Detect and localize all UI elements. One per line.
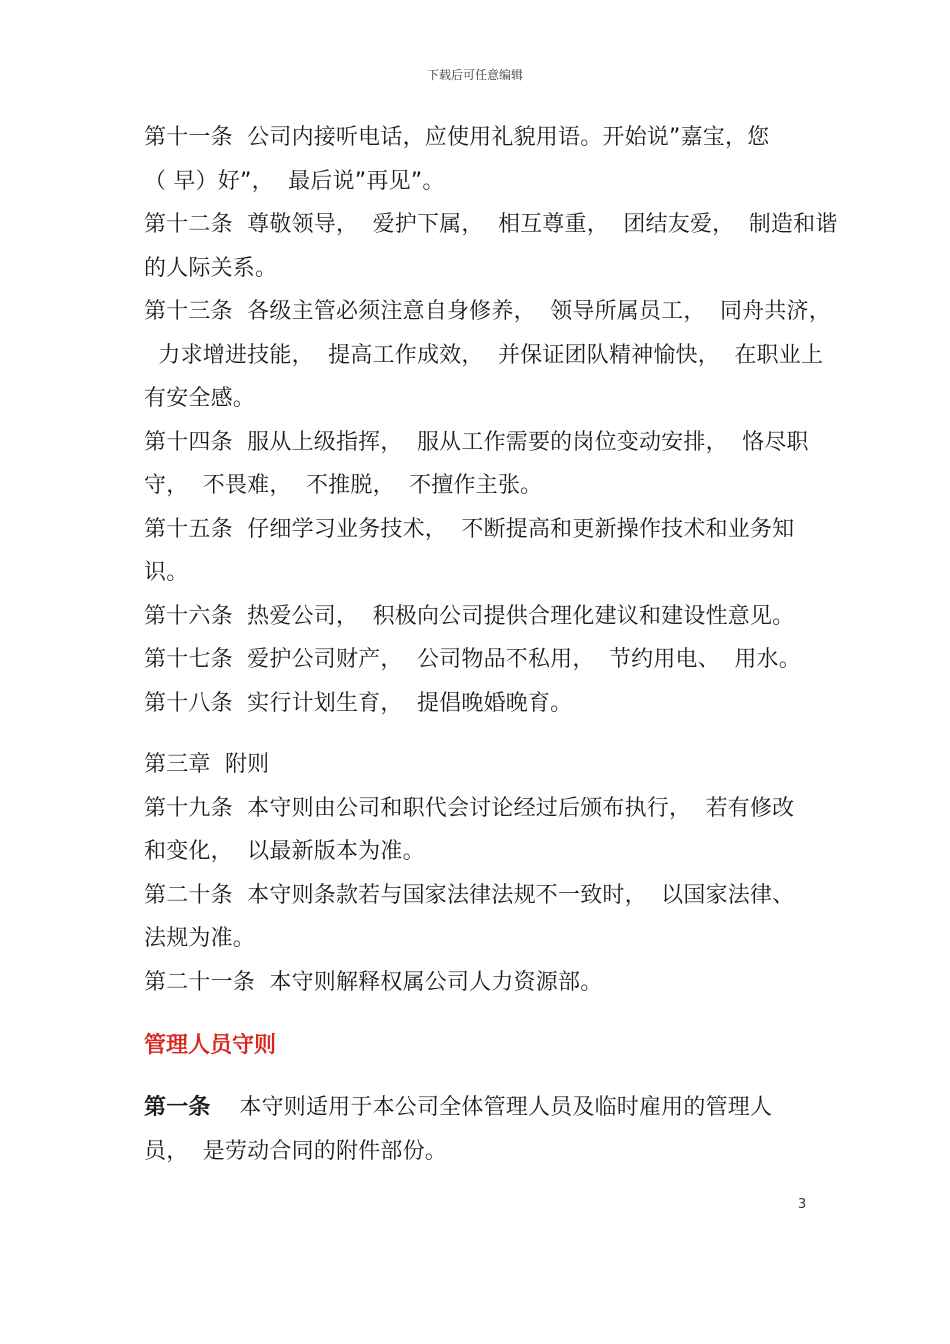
text-line: （ 早）好”， 最后说”再见”。 <box>144 168 445 194</box>
text-line: 第十六条 热爱公司， 积极向公司提供合理化建议和建设性意见。 <box>144 603 795 629</box>
article-lead: 第一条 <box>144 1095 211 1120</box>
text-line: 第十二条 尊敬领导， 爱护下属， 相互尊重， 团结友爱， 制造和谐 <box>144 212 838 237</box>
text-line: 第二十条 本守则条款若与国家法律法规不一致时， 以国家法律、 <box>144 882 795 908</box>
text-line: 的人际关系。 <box>144 255 278 281</box>
text-line: 守， 不畏难， 不推脱， 不擅作主张。 <box>144 473 543 498</box>
text-line: 法规为准。 <box>144 926 256 951</box>
page-header: 下载后可任意编辑 <box>426 68 523 82</box>
article-first <box>144 1086 814 1173</box>
page-number: 3 <box>798 1197 807 1212</box>
text-line: 第十八条 实行计划生育， 提倡晚婚晚育。 <box>144 690 573 716</box>
text-line: 员， 是劳动合同的附件部份。 <box>144 1138 447 1164</box>
text-line: 第十一条 公司内接听电话，应使用礼貌用语。开始说”嘉宝，您 <box>144 125 770 150</box>
chapter-heading: 第三章 附则 <box>144 752 270 777</box>
text-line: 和变化， 以最新版本为准。 <box>144 839 425 864</box>
section-title: 管理人员守则 <box>144 1033 277 1058</box>
text-line <box>144 1086 814 1130</box>
text-line: 第十三条 各级主管必须注意自身修养， 领导所属员工， 同舟共济， <box>144 299 831 324</box>
text-line: 力求增进技能， 提高工作成效， 并保证团队精神愉快， 在职业上 <box>144 342 824 368</box>
spacer <box>144 1068 814 1086</box>
spacer <box>144 725 814 743</box>
text-line: 第十四条 服从上级指挥， 服从工作需要的岗位变动安排， 恪尽职 <box>144 429 809 455</box>
text-line: 第十九条 本守则由公司和职代会讨论经过后颁布执行， 若有修改 <box>144 795 795 821</box>
text-line: 第十五条 仔细学习业务技术， 不断提高和更新操作技术和业务知 <box>144 516 795 542</box>
articles-block-2 <box>144 743 814 1004</box>
text-line: 第二十一条 本守则解释权属公司人力资源部。 <box>144 969 603 995</box>
text-line: 有安全感。 <box>144 386 256 411</box>
document-body <box>144 116 838 1173</box>
articles-block-1 <box>144 116 838 725</box>
text-line: 识。 <box>144 560 189 585</box>
text-line: 第十七条 爱护公司财产， 公司物品不私用， 节约用电、 用水。 <box>144 647 801 672</box>
spacer <box>144 1004 814 1024</box>
article-text: 本守则适用于本公司全体管理人员及临时雇用的管理人 <box>210 1095 773 1120</box>
